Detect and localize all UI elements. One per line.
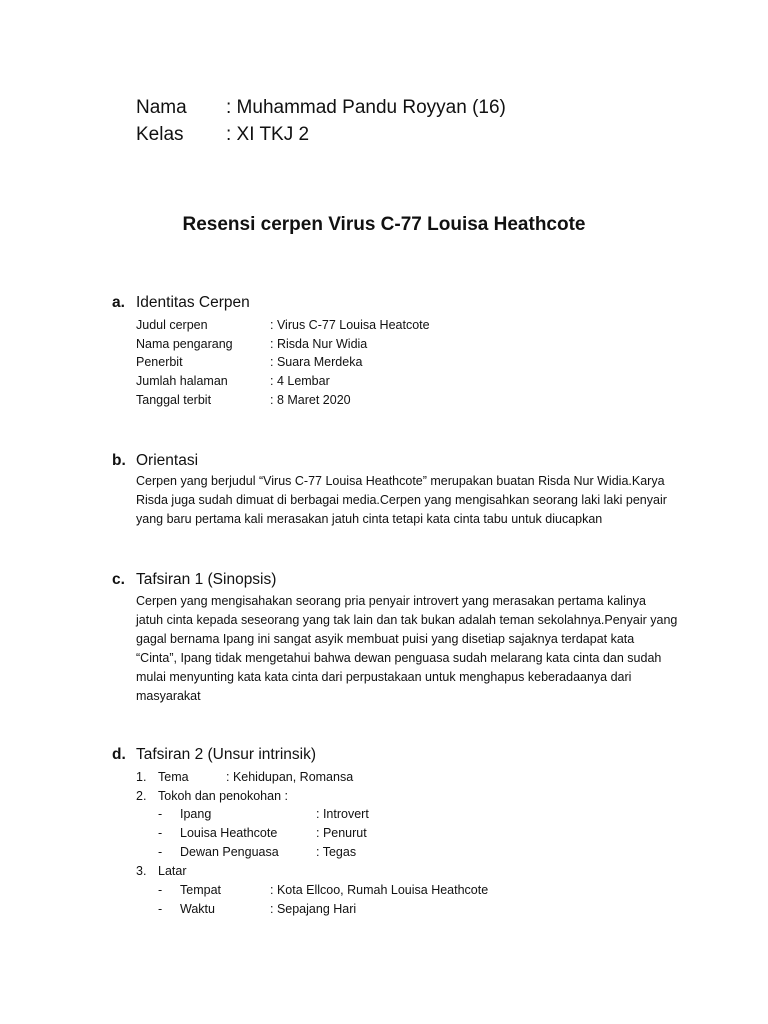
setting-value: : Sepajang Hari (270, 902, 357, 916)
characters-label: Tokoh dan penokohan : (158, 789, 288, 803)
document-title: Resensi cerpen Virus C-77 Louisa Heathcote (182, 214, 586, 235)
section-b-title: Orientasi (136, 452, 199, 469)
class-label: Kelas (136, 124, 184, 145)
paragraph-line: yang baru pertama kali merasakan jatuh cinta tetapi kata cinta tabu untuk diucapkan (136, 512, 603, 526)
setting-label: Latar (158, 864, 187, 878)
section-b-letter: b. (112, 452, 126, 469)
section-d-title: Tafsiran 2 (Unsur intrinsik) (136, 746, 317, 763)
section-a-title: Identitas Cerpen (136, 294, 250, 311)
section-c-letter: c. (112, 571, 125, 588)
section-a-letter: a. (112, 294, 125, 311)
name-label: Nama (136, 97, 187, 118)
synopsis-paragraph (136, 592, 684, 706)
section-c-title: Tafsiran 1 (Sinopsis) (136, 571, 277, 588)
section-d-letter: d. (112, 746, 126, 763)
paragraph-line: jatuh cinta kepada seseorang yang tak lain dan tak bukan adalah teman sekolahnya.Penyair yang (136, 613, 678, 627)
class-value: : XI TKJ 2 (226, 124, 310, 145)
identity-value: : 4 Lembar (270, 374, 330, 388)
identity-label: Penerbit (136, 355, 183, 369)
paragraph-line: Risda juga sudah dimuat di berbagai media.Cerpen yang mengisahkan seorang laki laki penyair (136, 493, 667, 507)
list-number: 1. (136, 770, 147, 784)
character-trait: : Penurut (316, 826, 367, 840)
character-name: Ipang (180, 807, 212, 821)
dash-bullet: - (158, 902, 163, 916)
identity-value: : Risda Nur Widia (270, 337, 368, 351)
paragraph-line: Cerpen yang berjudul “Virus C-77 Louisa Heathcote” merupakan buatan Risda Nur Widia.Karya (136, 474, 665, 488)
paragraph-line: mulai menyunting kata kata cinta dari perpustakaan untuk menghapus keberadaanya dari (136, 670, 632, 684)
theme-value: : Kehidupan, Romansa (226, 770, 354, 784)
character-trait: : Tegas (316, 845, 357, 859)
setting-name: Waktu (180, 902, 215, 916)
identity-value: : 8 Maret 2020 (270, 393, 351, 407)
character-name: Louisa Heathcote (180, 826, 278, 840)
paragraph-line: Cerpen yang mengisahakan seorang pria penyair introvert yang merasakan pertama kalinya (136, 594, 647, 608)
dash-bullet: - (158, 845, 163, 859)
dash-bullet: - (158, 826, 163, 840)
identity-value: : Virus C-77 Louisa Heatcote (270, 318, 430, 332)
paragraph-line: gagal bernama Ipang ini sangat asyik membuat puisi yang disetiap sajaknya terdapat kata (136, 632, 635, 646)
setting-value: : Kota Ellcoo, Rumah Louisa Heathcote (270, 883, 489, 897)
character-trait: : Introvert (316, 807, 369, 821)
theme-label: Tema (158, 770, 189, 784)
identity-label: Nama pengarang (136, 337, 233, 351)
paragraph-line: masyarakat (136, 689, 201, 703)
dash-bullet: - (158, 807, 163, 821)
identity-label: Judul cerpen (136, 318, 208, 332)
identity-label: Jumlah halaman (136, 374, 228, 388)
list-number: 2. (136, 789, 147, 803)
name-value: : Muhammad Pandu Royyan (16) (226, 97, 506, 118)
list-number: 3. (136, 864, 147, 878)
orientation-paragraph (136, 472, 684, 529)
character-name: Dewan Penguasa (180, 845, 279, 859)
identity-label: Tanggal terbit (136, 393, 212, 407)
dash-bullet: - (158, 883, 163, 897)
paragraph-line: “Cinta”, Ipang tidak mengetahui bahwa dewan penguasa sudah melarang kata cinta dan sudah (136, 651, 662, 665)
setting-name: Tempat (180, 883, 221, 897)
identity-value: : Suara Merdeka (270, 355, 363, 369)
